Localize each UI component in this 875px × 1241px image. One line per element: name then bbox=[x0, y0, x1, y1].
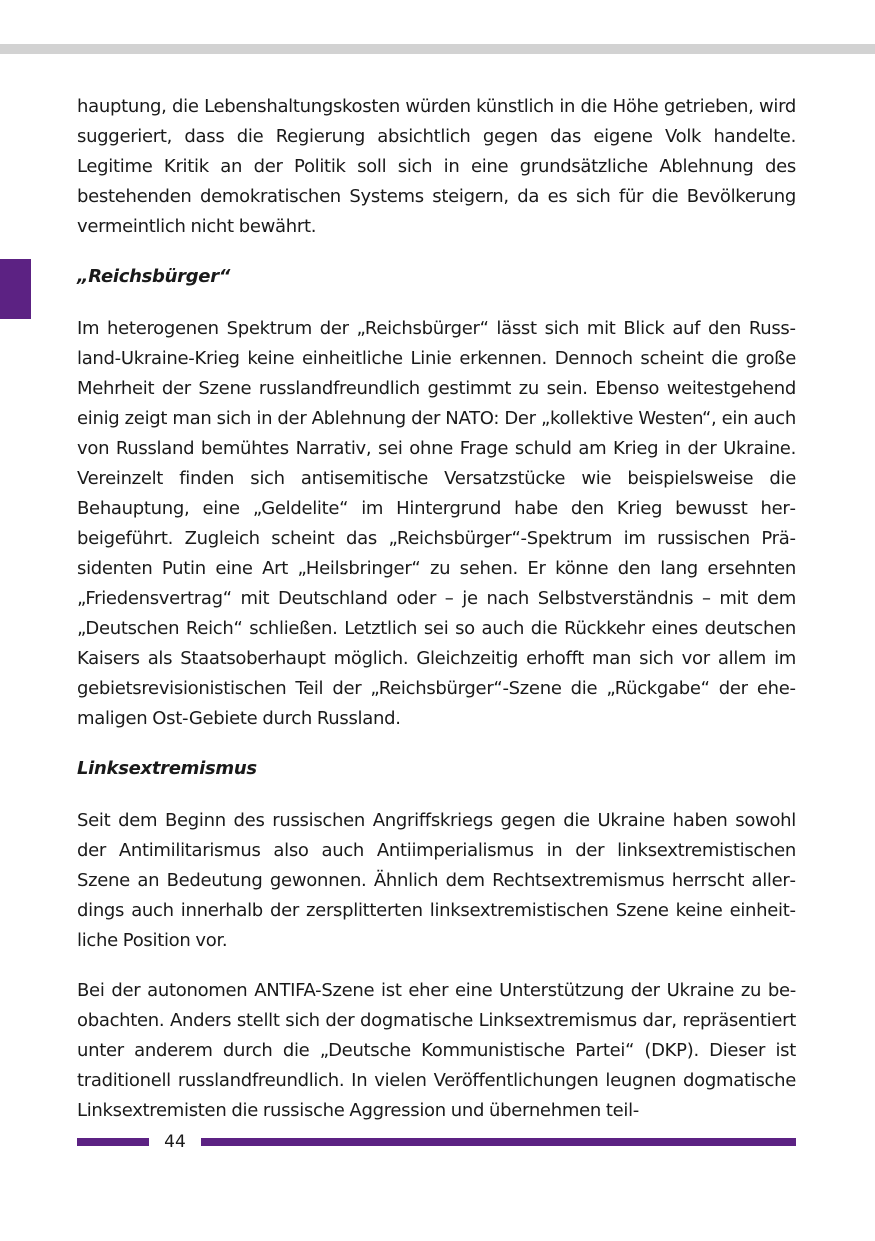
footer-bar-right bbox=[201, 1138, 796, 1146]
paragraph-reichsbuerger: Im heterogenen Spektrum der „Reichsbürger“ lässt sich mit Blick auf den Russland-Ukraine-Krieg keine einheitliche Linie erkennen. Dennoch scheint die große Mehrheit der Szene russlandfreundlich gestimmt zu sein. Ebenso weitestgehend einig zeigt man sich in der Ablehnung der NATO: Der „kollektive Westen“, ein auch von Russland bemühtes Narrativ, sei ohne Frage schuld am Krieg in der Ukraine. Vereinzelt finden sich antisemitische Versatzstücke wie beispielsweise die Behauptung, eine „Geldelite“ im Hintergrund habe den Krieg bewusst herbeigeführt. Zugleich scheint das „Reichsbürger“-Spektrum im russischen Präsidenten Putin eine Art „Heilsbringer“ zu sehen. Er könne den lang ersehnten „Friedensvertrag“ mit Deutschland oder – je nach Selbstverständnis – mit dem „Deutschen Reich“ schließen. Letztlich sei so auch die Rückkehr eines deutschen Kaisers als Staatsoberhaupt möglich. Gleichzeitig erhofft man sich vor allem im gebietsrevisionistischen Teil der „Reichsbürger“-Szene die „Rückgabe“ der ehemaligen Ost-Gebiete durch Russland. bbox=[77, 318, 796, 729]
chapter-marker-tab bbox=[0, 259, 31, 319]
page-body bbox=[77, 92, 796, 1126]
page-number: 44 bbox=[164, 1132, 186, 1152]
page-footer bbox=[77, 1130, 796, 1154]
heading-reichsbuerger: „Reichsbürger“ bbox=[77, 266, 231, 287]
header-rule bbox=[0, 44, 875, 54]
paragraph-antifa-dkp: Bei der autonomen ANTIFA-Szene ist eher eine Unterstützung der Ukraine zu be-obachten. Anders stellt sich der dogmatische Linksextremismus dar, repräsentiert unter anderem durch die „Deutsche Kommunistische Partei“ (DKP). Dieser ist traditionell russlandfreundlich. In vielen Veröffentlichungen leugnen dogmatische Linksextremisten die russische Aggression und übernehmen teil- bbox=[77, 980, 796, 1121]
footer-bar-left bbox=[77, 1138, 149, 1146]
heading-linksextremismus: Linksextremismus bbox=[77, 758, 257, 779]
paragraph-linksextremismus-intro: Seit dem Beginn des russischen Angriffskriegs gegen die Ukraine haben sowohl der Antimilitarismus also auch Antiimperialismus in der linksextremistischen Szene an Bedeutung gewonnen. Ähnlich dem Rechtsextremismus herrscht allerdings auch innerhalb der zersplitterten linksextremistischen Szene keine einheitliche Position vor. bbox=[77, 810, 796, 951]
paragraph-cost-of-living: hauptung, die Lebenshaltungskosten würden künstlich in die Höhe getrieben, wird suggeriert, dass die Regierung absichtlich gegen das eigene Volk handelte. Legitime Kritik an der Politik soll sich in eine grundsätzliche Ablehnung des bestehenden demokratischen Systems steigern, da es sich für die Bevölkerung vermeintlich nicht bewährt. bbox=[77, 96, 796, 237]
